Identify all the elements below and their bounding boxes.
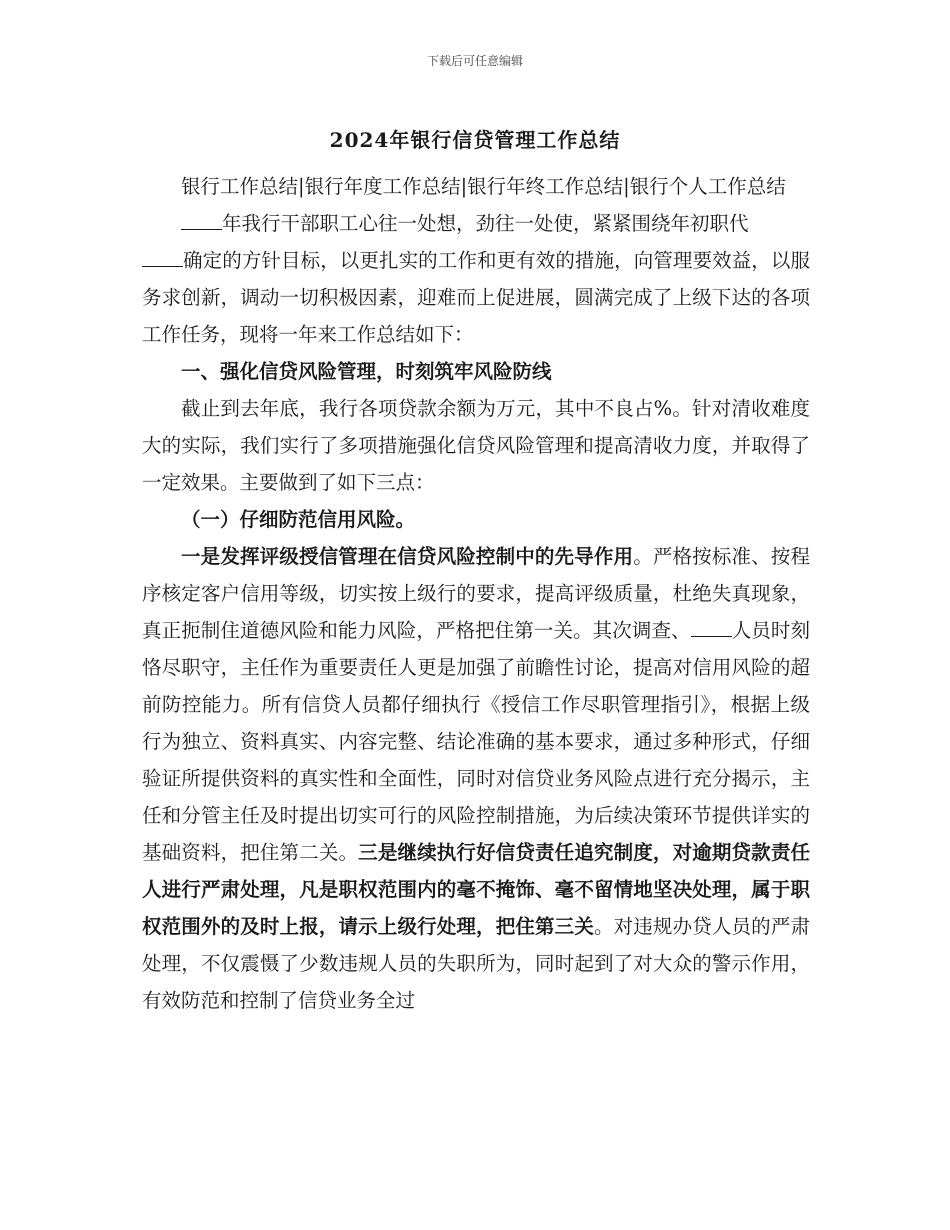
paragraph-intro-text-2: 确定的方针目标，以更扎实的工作和更有效的措施，向管理要效益，以服务求创新，调动一切积极因素，迎难而上促进展，圆满完成了上级下达的各项工作任务，现将一年来工作总结如下：	[142, 249, 810, 346]
paragraph-loans: 截止到去年底，我行各项贷款余额为万元，其中不良占%。针对清收难度大的实际，我们实行了多项措施强化信贷风险管理和提高清收力度，并取得了一定效果。主要做到了如下三点：	[142, 397, 810, 494]
section-heading-1: 一、强化信贷风险管理，时刻筑牢风险防线	[181, 360, 552, 383]
blank-underline	[181, 211, 222, 230]
blank-underline	[142, 248, 183, 267]
paragraph-intro	[142, 205, 810, 242]
document-title: 2024年银行信贷管理工作总结	[329, 128, 621, 152]
document-body	[142, 168, 810, 1019]
bold-text-2: 三是继续执行好信贷责任追究制度，对逾期贷款责任人进行严肃处理，凡是职权范围内的毫不掩饰、毫不留情地坚决处理，属于职权范围外的及时上报，请示上级行处理，把住第三关	[142, 841, 810, 938]
paragraph-intro-cont	[142, 242, 810, 353]
header-note: 下载后可任意编辑	[426, 54, 523, 68]
tags-line: 银行工作总结|银行年度工作总结|银行年终工作总结|银行个人工作总结	[181, 175, 786, 198]
paragraph-intro-text-1: 年我行干部职工心往一处想，劲往一处使，紧紧围绕年初职代	[221, 212, 749, 235]
paragraph-credit-risk	[142, 538, 810, 1019]
body-text-2: 人员时刻恪尽职守，主任作为重要责任人更是加强了前瞻性讨论，提高对信用风险的超前防控能力。所有信贷人员都仔细执行《授信工作尽职管理指引》，根据上级行为独立、资料真实、内容完整、结论准确的基本要求，通过多种形式，仔细验证所提供资料的真实性和全面性，同时对信贷业务风险点进行充分揭示，主任和分管主任及时提出切实可行的风险控制措施，为后续决策环节提供详实的基础资料，把住第二关。	[142, 619, 810, 864]
blank-underline	[691, 618, 732, 637]
lead-bold-text: 一是发挥评级授信管理在信贷风险控制中的先导作用	[181, 545, 634, 568]
body-text-1: 。严格按标准、按程序核定客户信用等级，切实按上级行的要求，提高评级质量，杜绝失真现象，真正扼制住道德风险和能力风险，严格把住第一关。其次调查、	[142, 545, 810, 642]
sub-heading-1: （一）仔细防范信用风险。	[181, 508, 416, 531]
body-text-3: 。对违规办贷人员的严肃处理，不仅震慑了少数违规人员的失职所为，同时起到了对大众的警示作用，有效防范和控制了信贷业务全过	[142, 915, 810, 1012]
